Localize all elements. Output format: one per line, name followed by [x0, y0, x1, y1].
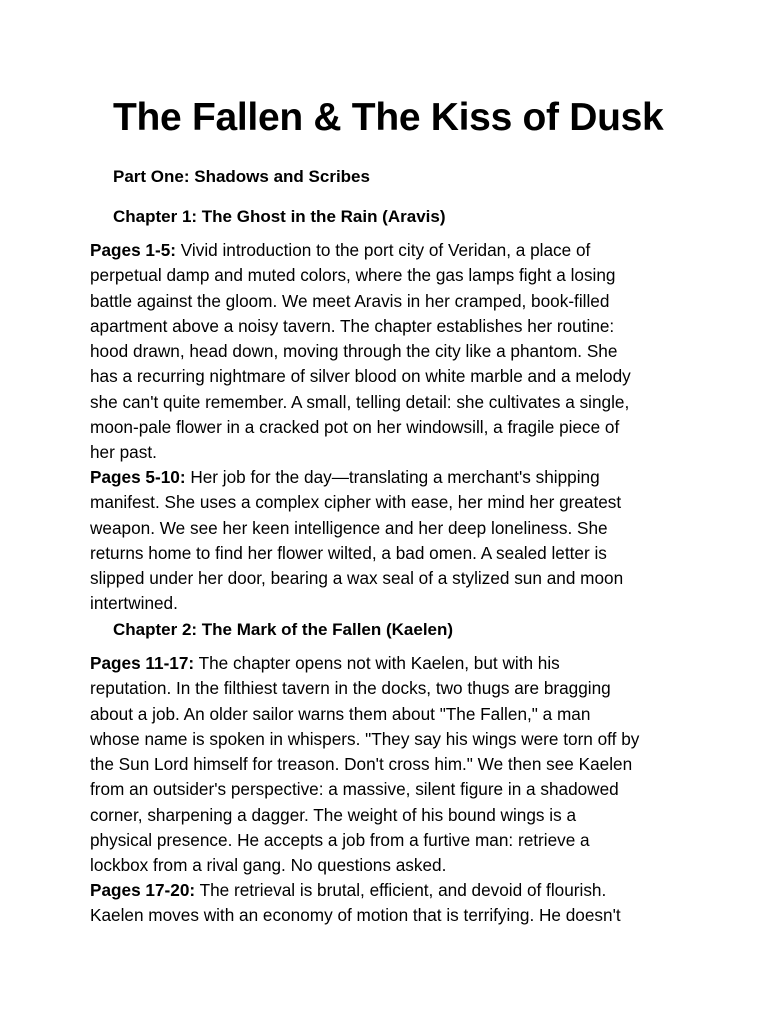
chapter-2-pages-17-20	[90, 878, 690, 929]
text-line: Pages 11-17: The chapter opens not with Kaelen, but with his	[90, 653, 560, 673]
text-line: returns home to find her flower wilted, a bad omen. A sealed letter is	[90, 542, 607, 563]
text-line: slipped under her door, bearing a wax seal of a stylized sun and moon	[90, 568, 624, 589]
text-line: she can't quite remember. A small, telling detail: she cultivates a single,	[90, 391, 630, 412]
chapter-2-heading: Chapter 2: The Mark of the Fallen (Kaelen)	[113, 620, 454, 639]
text-line: corner, sharpening a dagger. The weight of his bound wings is a	[90, 804, 577, 825]
part-heading: Part One: Shadows and Scribes	[113, 167, 370, 186]
text-line: hood drawn, head down, moving through the city like a phantom. She	[90, 341, 618, 362]
text-line: Kaelen moves with an economy of motion that is terrifying. He doesn't	[90, 905, 621, 926]
text-line: apartment above a noisy tavern. The chapter establishes her routine:	[90, 315, 615, 336]
text-line: perpetual damp and muted colors, where the gas lamps fight a losing	[90, 265, 616, 286]
text-line: her past.	[90, 442, 157, 463]
pages-label: Pages 11-17:	[90, 653, 195, 673]
text-line: Pages 17-20: The retrieval is brutal, efficient, and devoid of flourish.	[90, 880, 607, 900]
text-line: whose name is spoken in whispers. "They say his wings were torn off by	[90, 728, 640, 749]
text-line: lockbox from a rival gang. No questions asked.	[90, 855, 447, 876]
text-line: weapon. We see her keen intelligence and her deep loneliness. She	[90, 517, 608, 538]
text-line: has a recurring nightmare of silver blood on white marble and a melody	[90, 366, 631, 387]
chapter-2-pages-11-17	[90, 651, 690, 879]
text-line: intertwined.	[90, 593, 178, 614]
pages-label: Pages 1-5:	[90, 240, 176, 260]
text-line: moon-pale flower in a cracked pot on her windowsill, a fragile piece of	[90, 417, 620, 438]
text-line: battle against the gloom. We meet Aravis in her cramped, book-filled	[90, 290, 610, 311]
chapter-1-pages-5-10	[90, 465, 690, 617]
text-line: the Sun Lord himself for treason. Don't cross him." We then see Kaelen	[90, 754, 633, 775]
chapter-1-heading: Chapter 1: The Ghost in the Rain (Aravis)	[113, 207, 446, 226]
text-line: reputation. In the filthiest tavern in the docks, two thugs are bragging	[90, 678, 611, 699]
pages-label: Pages 17-20:	[90, 880, 196, 900]
pages-label: Pages 5-10:	[90, 467, 186, 487]
text-line: Pages 1-5: Vivid introduction to the port city of Veridan, a place of	[90, 240, 591, 260]
text-line: about a job. An older sailor warns them about "The Fallen," a man	[90, 703, 591, 724]
text-line: Pages 5-10: Her job for the day—translating a merchant's shipping	[90, 467, 600, 487]
chapter-1-pages-1-5	[90, 238, 690, 466]
text-line: manifest. She uses a complex cipher with ease, her mind her greatest	[90, 492, 622, 513]
document-title: The Fallen & The Kiss of Dusk	[113, 96, 664, 139]
text-line: physical presence. He accepts a job from a furtive man: retrieve a	[90, 830, 590, 851]
text-line: from an outsider's perspective: a massive, silent figure in a shadowed	[90, 779, 619, 800]
